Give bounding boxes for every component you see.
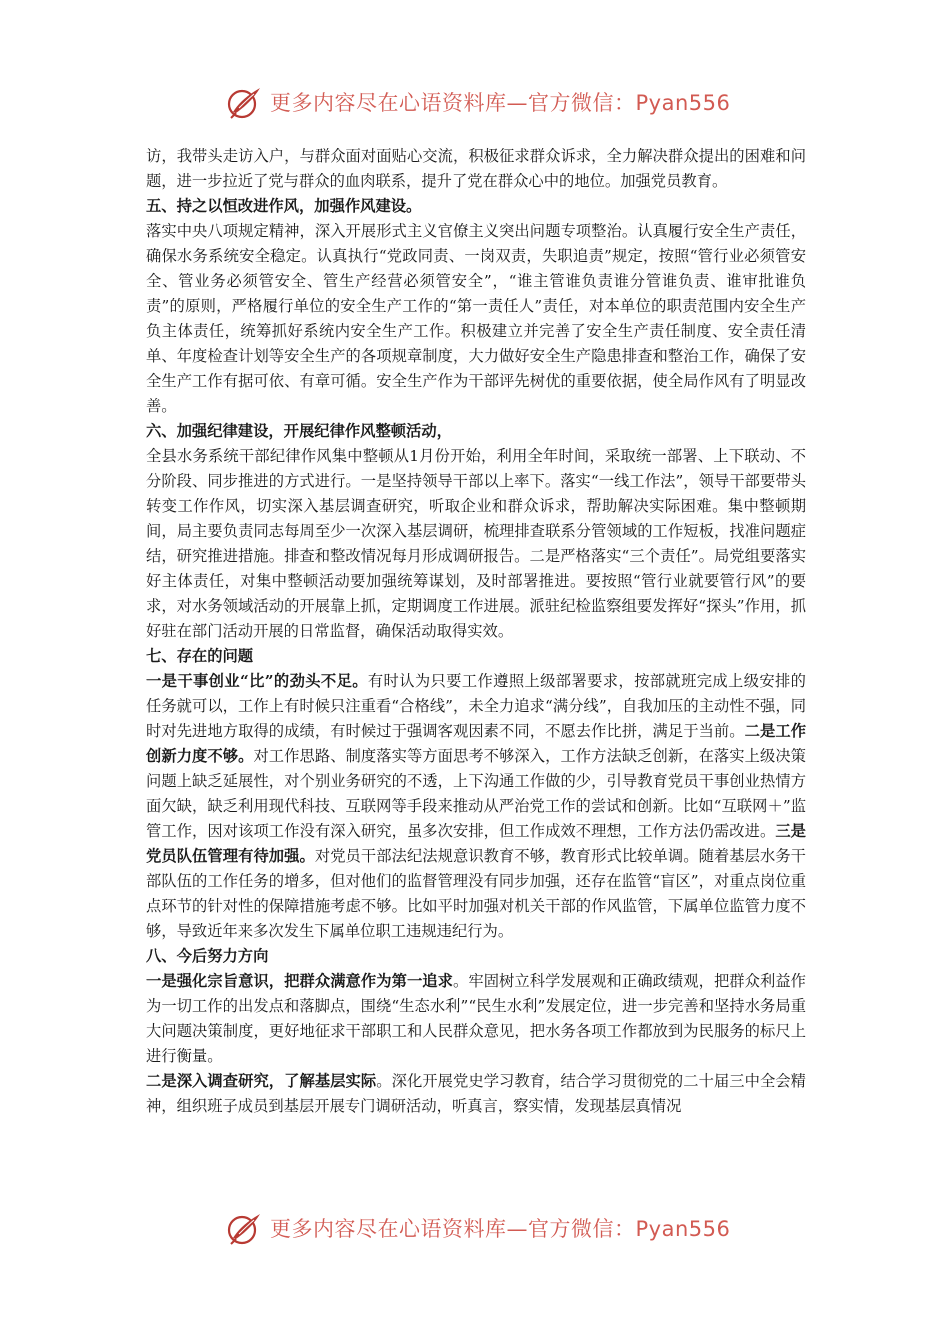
section-heading-5: 五、持之以恒改进作风，加强作风建设。 (146, 197, 422, 215)
direction-2-lead: 二是深入调查研究，了解基层实际 (146, 1072, 377, 1090)
direction-1-text: 。牢固树立科学发展观和正确政绩观，把群众利益作为一切工作的出发点和落脚点，围绕“生态水利”“民生水利”发展定位，进一步完善和坚持水务局重大问题决策制度，更好地征求干部职工和人民群众意见，把水务各项工作都放到为民服务的标尺上进行衡量。 (146, 972, 806, 1065)
section-heading-7: 七、存在的问题 (146, 647, 254, 665)
watermark-banner-bottom (0, 1208, 950, 1248)
paragraph-continued: 访，我带头走访入户，与群众面对面贴心交流，积极征求群众诉求，全力解决群众提出的困难和问题，进一步拉近了党与群众的血肉联系，提升了党在群众心中的地位。加强党员教育。 (146, 147, 806, 190)
paragraph-problems (146, 669, 806, 944)
paragraph-direction-2 (146, 1069, 806, 1119)
paragraph-discipline: 全县水务系统干部纪律作风集中整顿从1月份开始，利用全年时间，采取统一部署、上下联动、不分阶段、同步推进的方式进行。一是坚持领导干部以上率下。落实“一线工作法”，领导干部要带头转变工作作风，切实深入基层调查研究，听取企业和群众诉求，帮助解决实际困难。集中整顿期间，局主要负责同志每周至少一次深入基层调研，梳理排查联系分管领域的工作短板，找准问题症结，研究推进措施。排查和整改情况每月形成调研报告。二是严格落实“三个责任”。局党组要落实好主体责任，对集中整顿活动要加强统筹谋划，及时部署推进。要按照“管行业就要管行风”的要求，对水务领域活动的开展靠上抓，定期调度工作进展。派驻纪检监察组要发挥好“探头”作用，抓好驻在部门活动开展的日常监督，确保活动取得实效。 (146, 447, 806, 640)
section-heading-8: 八、今后努力方向 (146, 947, 269, 965)
section-heading-6: 六、加强纪律建设，开展纪律作风整顿活动， (146, 422, 452, 440)
direction-1-lead: 一是强化宗旨意识，把群众满意作为第一追求 (146, 972, 453, 990)
direction-2-text: 。深化开展党史学习教育，结合学习贯彻党的二十届三中全会精神，组织班子成员到基层开展专门调研活动，听真言，察实情，发现基层真情况 (146, 1072, 806, 1115)
document-body (146, 144, 806, 1119)
quill-logo-icon (224, 1208, 264, 1248)
problem-1-lead: 一是干事创业“比”的劲头不足。 (146, 672, 368, 690)
watermark-text: 更多内容尽在心语资料库—官方微信：Pyan556 (270, 1217, 731, 1241)
watermark-text: 更多内容尽在心语资料库—官方微信：Pyan556 (270, 91, 731, 115)
paragraph-direction-1 (146, 969, 806, 1069)
paragraph-style-building: 落实中央八项规定精神，深入开展形式主义官僚主义突出问题专项整治。认真履行安全生产责任，确保水务系统安全稳定。认真执行“党政同责、一岗双责，失职追责”规定，按照“管行业必须管安全、管业务必须管安全、管生产经营必须管安全”，“谁主管谁负责谁分管谁负责、谁审批谁负责”的原则，严格履行单位的安全生产工作的“第一责任人”责任，对本单位的职责范围内安全生产负主体责任，统筹抓好系统内安全生产工作。积极建立并完善了安全生产责任制度、安全责任清单、年度检查计划等安全生产的各项规章制度，大力做好安全生产隐患排查和整治工作，确保了安全生产工作有据可依、有章可循。安全生产作为干部评先树优的重要依据，使全局作风有了明显改善。 (146, 222, 806, 415)
problem-2-lead: 二是工作创新力度不够。 (146, 722, 806, 765)
watermark-banner-top (0, 82, 950, 122)
quill-logo-icon (224, 82, 264, 122)
problem-1-text: 有时认为只要工作遵照上级部署要求，按部就班完成上级安排的任务就可以，工作上有时候只注重看“合格线”，未全力追求“满分线”，自我加压的主动性不强，同时对先进地方取得的成绩，有时候过于强调客观因素不同，不愿去作比拼，满足于当前。 (146, 672, 806, 740)
problem-2-text: 对工作思路、制度落实等方面思考不够深入，工作方法缺乏创新，在落实上级决策问题上缺乏延展性，对个别业务研究的不透，上下沟通工作做的少，引导教育党员干事创业热情方面欠缺，缺乏利用现代科技、互联网等手段来推动从严治党工作的尝试和创新。比如“互联网＋”监管工作，因对该项工作没有深入研究，虽多次安排，但工作成效不理想，工作方法仍需改进。 (146, 747, 806, 840)
problem-3-lead: 三是党员队伍管理有待加强。 (146, 822, 806, 865)
problem-3-text: 对党员干部法纪法规意识教育不够，教育形式比较单调。随着基层水务干部队伍的工作任务的增多，但对他们的监督管理没有同步加强，还存在监管“盲区”，对重点岗位重点环节的针对性的保障措施考虑不够。比如平时加强对机关干部的作风监管，下属单位监管力度不够，导致近年来多次发生下属单位职工违规违纪行为。 (146, 847, 806, 940)
